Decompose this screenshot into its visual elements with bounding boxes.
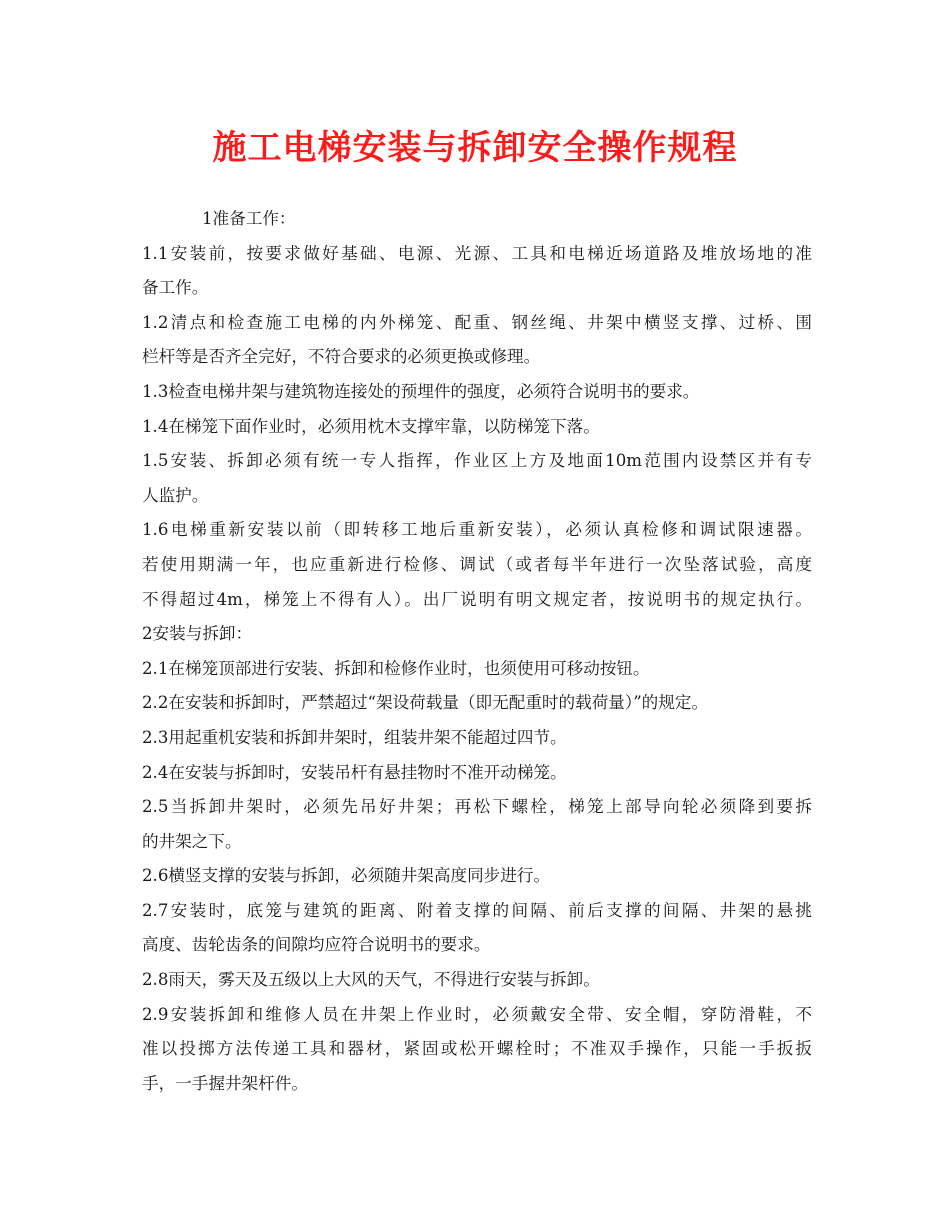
text-line: 1.1安装前，按要求做好基础、电源、光源、工具和电梯近场道路及堆放场地的准 [142, 243, 812, 263]
text-line: 手，一手握井架杆件。 [142, 1073, 308, 1093]
text-line: 栏杆等是否齐全完好，不符合要求的必须更换或修理。 [142, 347, 541, 367]
text-line: 2.4在安装与拆卸时，安装吊杆有悬挂物时不准开动梯笼。 [142, 762, 567, 782]
text-line: 2.5当拆卸井架时，必须先吊好井架；再松下螺栓，梯笼上部导向轮必须降到要拆 [142, 797, 812, 817]
document-title: 施工电梯安装与拆卸安全操作规程 [212, 128, 738, 168]
text-line: 不得超过4m，梯笼上不得有人）。出厂说明有明文规定者，按说明书的规定执行。 [142, 589, 812, 609]
text-line: 2.8雨天，雾天及五级以上大风的天气，不得进行安装与拆卸。 [142, 970, 600, 990]
text-line: 2.1在梯笼顶部进行安装、拆卸和检修作业时，也须使用可移动按钮。 [142, 658, 650, 678]
text-line: 2.2在安装和拆卸时，严禁超过“架设荷载量（即无配重时的载荷量）”的规定。 [142, 693, 709, 713]
text-line: 1.2清点和检查施工电梯的内外梯笼、配重、钢丝绳、井架中横竖支撑、过桥、围 [142, 312, 812, 332]
text-line: 2.7安装时，底笼与建筑的距离、附着支撑的间隔、前后支撑的间隔、井架的悬挑 [142, 900, 812, 920]
text-line: 2.6横竖支撑的安装与拆卸，必须随井架高度同步进行。 [142, 866, 551, 886]
text-line: 1.6电梯重新安装以前（即转移工地后重新安装），必须认真检修和调试限速器。 [142, 520, 812, 540]
text-line: 的井架之下。 [142, 831, 242, 851]
text-line: 人监护。 [142, 485, 209, 505]
text-line: 若使用期满一年，也应重新进行检修、调试（或者每半年进行一次坠落试验，高度 [142, 554, 812, 574]
section-heading-2: 2安装与拆卸： [142, 624, 253, 644]
text-line: 2.9安装拆卸和维修人员在井架上作业时，必须戴安全带、安全帽，穿防滑鞋，不 [142, 1004, 812, 1024]
text-line: 2.3用起重机安装和拆卸井架时，组装井架不能超过四节。 [142, 727, 567, 747]
text-line: 1.5安装、拆卸必须有统一专人指挥，作业区上方及地面10m范围内设禁区并有专 [142, 451, 812, 471]
text-line: 备工作。 [142, 278, 209, 298]
section-heading-1: 1准备工作： [202, 209, 296, 228]
text-line: 1.4在梯笼下面作业时，必须用枕木支撑牢靠，以防梯笼下落。 [142, 416, 600, 436]
document-body [142, 202, 812, 1101]
text-line: 高度、齿轮齿条的间隙均应符合说明书的要求。 [142, 935, 491, 955]
text-line: 1.3检查电梯井架与建筑物连接处的预埋件的强度，必须符合说明书的要求。 [142, 381, 700, 401]
text-line: 准以投掷方法传递工具和器材，紧固或松开螺栓时；不准双手操作，只能一手扳扳 [142, 1039, 812, 1059]
